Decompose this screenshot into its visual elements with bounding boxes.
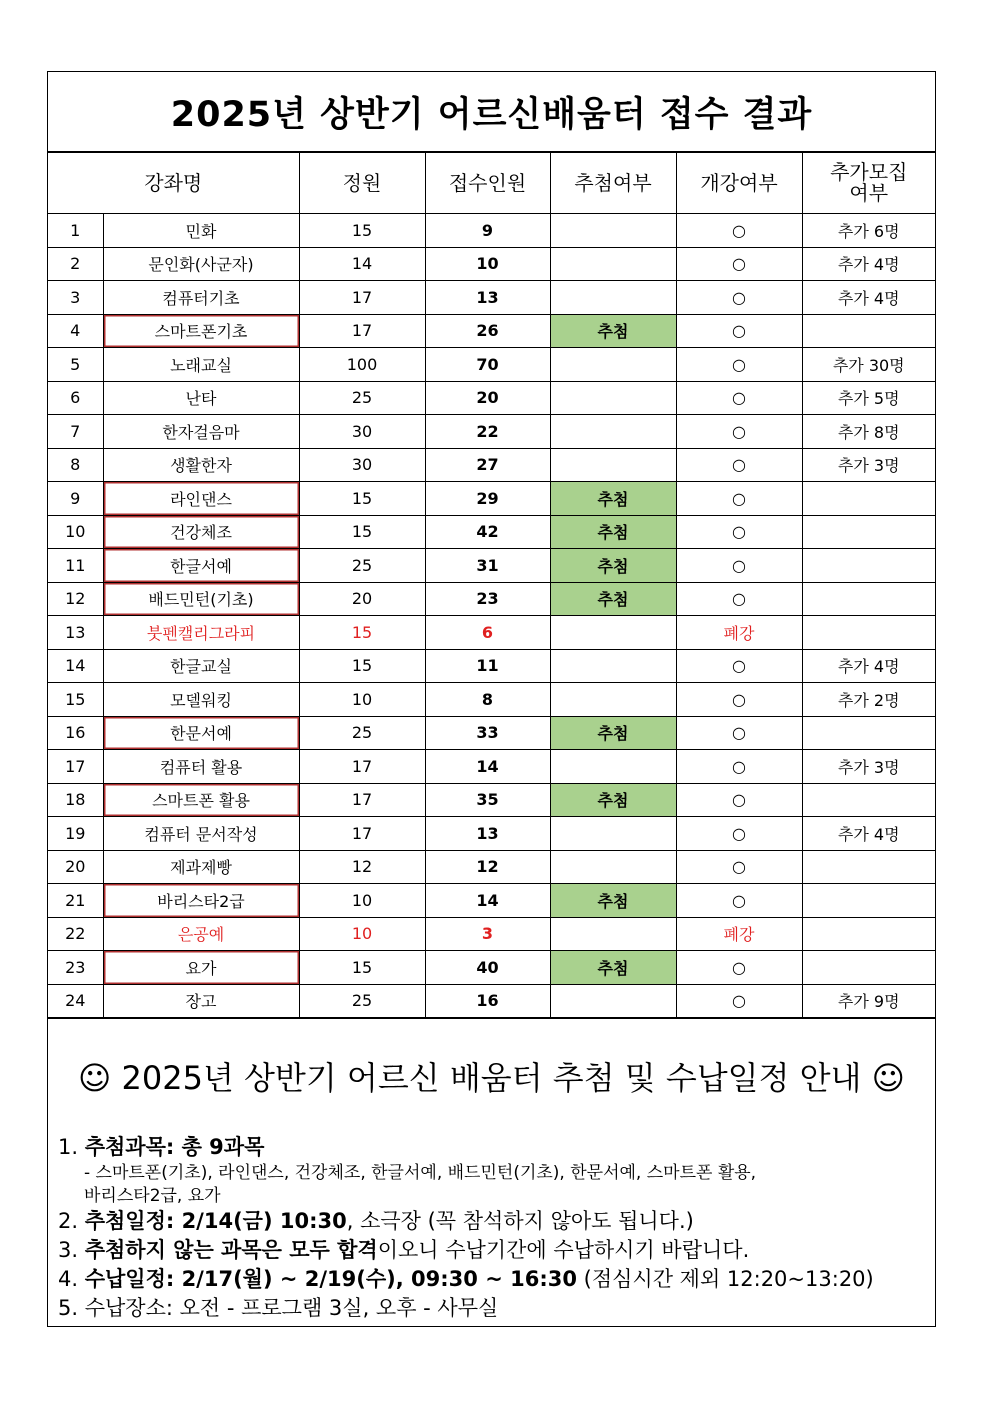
extra-recruit-cell [802,515,935,549]
open-status-cell: ○ [676,247,802,281]
open-status-cell: ○ [676,649,802,683]
applicants-cell: 10 [425,247,550,281]
applicants-cell: 22 [425,415,550,449]
results-table [48,152,935,1018]
open-status-cell: ○ [676,448,802,482]
open-status-cell: ○ [676,783,802,817]
open-status-cell: ○ [676,850,802,884]
extra-recruit-cell: 추가 3명 [802,750,935,784]
row-number: 4 [48,314,103,348]
open-status-cell: ○ [676,951,802,985]
extra-recruit-cell [802,884,935,918]
lottery-cell [550,616,676,650]
applicants-cell: 29 [425,482,550,516]
table-row [48,247,935,281]
header-extra-line1: 추가모집 [830,160,908,184]
capacity-cell: 25 [299,984,425,1018]
notice-item-2-prefix: 2. [58,1209,85,1233]
lottery-cell [550,381,676,415]
capacity-cell: 14 [299,247,425,281]
extra-recruit-cell: 추가 4명 [802,649,935,683]
lottery-cell [550,415,676,449]
applicants-cell: 35 [425,783,550,817]
row-number: 2 [48,247,103,281]
capacity-cell: 17 [299,314,425,348]
extra-recruit-cell [802,582,935,616]
capacity-cell: 30 [299,415,425,449]
table-row [48,314,935,348]
capacity-cell: 17 [299,817,425,851]
row-number: 8 [48,448,103,482]
capacity-cell: 30 [299,448,425,482]
lottery-cell: 추첨 [550,783,676,817]
lottery-cell: 추첨 [550,582,676,616]
header-extra-recruit [802,153,935,214]
applicants-cell: 20 [425,381,550,415]
open-status-cell: ○ [676,549,802,583]
notice-section [48,1018,935,1320]
applicants-cell: 13 [425,817,550,851]
capacity-cell: 100 [299,348,425,382]
row-number: 7 [48,415,103,449]
row-number: 14 [48,649,103,683]
table-row [48,616,935,650]
notice-item-3-rest: 이오니 수납기간에 수납하시기 바랍니다. [377,1238,750,1262]
notice-item-2 [58,1205,694,1235]
lottery-cell: 추첨 [550,549,676,583]
row-number: 6 [48,381,103,415]
open-status-cell: ○ [676,214,802,248]
table-row [48,515,935,549]
capacity-cell: 15 [299,616,425,650]
capacity-cell: 25 [299,716,425,750]
applicants-cell: 31 [425,549,550,583]
extra-recruit-cell: 추가 8명 [802,415,935,449]
lottery-cell: 추첨 [550,515,676,549]
capacity-cell: 17 [299,783,425,817]
header-open: 개강여부 [676,153,802,214]
applicants-cell: 70 [425,348,550,382]
extra-recruit-cell: 추가 2명 [802,683,935,717]
table-row [48,348,935,382]
course-name: 장고 [103,984,299,1018]
row-number: 18 [48,783,103,817]
applicants-cell: 13 [425,281,550,315]
open-status-cell: ○ [676,515,802,549]
extra-recruit-cell [802,783,935,817]
lottery-cell: 추첨 [550,482,676,516]
row-number: 24 [48,984,103,1018]
lottery-cell [550,281,676,315]
open-status-cell: ○ [676,415,802,449]
course-name: 모델워킹 [103,683,299,717]
extra-recruit-cell [802,314,935,348]
row-number: 10 [48,515,103,549]
applicants-cell: 26 [425,314,550,348]
course-name: 한글교실 [103,649,299,683]
applicants-cell: 14 [425,750,550,784]
course-name: 스마트폰 활용 [103,783,299,817]
lottery-cell [550,750,676,784]
notice-item-1-bold: 추첨과목: 총 9과목 [84,1135,265,1159]
applicants-cell: 12 [425,850,550,884]
lottery-cell [550,917,676,951]
capacity-cell: 25 [299,381,425,415]
course-name: 건강체조 [103,515,299,549]
lottery-cell: 추첨 [550,314,676,348]
table-body [48,214,935,1018]
open-status-cell: ○ [676,984,802,1018]
row-number: 9 [48,482,103,516]
course-name: 배드민턴(기초) [103,582,299,616]
table-row [48,951,935,985]
open-status-cell: ○ [676,884,802,918]
course-name: 스마트폰기초 [103,314,299,348]
applicants-cell: 23 [425,582,550,616]
course-name: 문인화(사군자) [103,247,299,281]
table-row [48,448,935,482]
open-status-cell: 폐강 [676,616,802,650]
table-row [48,884,935,918]
capacity-cell: 17 [299,281,425,315]
extra-recruit-cell: 추가 3명 [802,448,935,482]
capacity-cell: 17 [299,750,425,784]
row-number: 12 [48,582,103,616]
extra-recruit-cell: 추가 9명 [802,984,935,1018]
lottery-cell [550,649,676,683]
table-row [48,984,935,1018]
lottery-cell: 추첨 [550,951,676,985]
notice-item-4-rest: (점심시간 제외 12:20~13:20) [576,1267,874,1291]
applicants-cell: 9 [425,214,550,248]
capacity-cell: 25 [299,549,425,583]
notice-item-4-bold: 수납일정: 2/17(월) ~ 2/19(수), 09:30 ~ 16:30 [84,1267,577,1291]
extra-recruit-cell [802,850,935,884]
applicants-cell: 3 [425,917,550,951]
course-name: 컴퓨터 활용 [103,750,299,784]
capacity-cell: 20 [299,582,425,616]
table-row [48,549,935,583]
notice-item-4-prefix: 4. [58,1267,85,1291]
table-row [48,415,935,449]
open-status-cell: ○ [676,281,802,315]
applicants-cell: 40 [425,951,550,985]
extra-recruit-cell [802,951,935,985]
table-row [48,582,935,616]
applicants-cell: 16 [425,984,550,1018]
row-number: 19 [48,817,103,851]
table-row [48,381,935,415]
lottery-cell [550,850,676,884]
extra-recruit-cell [802,917,935,951]
row-number: 23 [48,951,103,985]
open-status-cell: ○ [676,716,802,750]
notice-item-4 [58,1263,874,1293]
open-status-cell: ○ [676,750,802,784]
row-number: 16 [48,716,103,750]
open-status-cell: ○ [676,817,802,851]
open-status-cell: 폐강 [676,917,802,951]
lottery-cell [550,817,676,851]
course-name: 제과제빵 [103,850,299,884]
table-row [48,281,935,315]
table-row [48,716,935,750]
capacity-cell: 15 [299,482,425,516]
open-status-cell: ○ [676,314,802,348]
table-row [48,683,935,717]
applicants-cell: 27 [425,448,550,482]
notice-item-1-prefix: 1. [58,1135,85,1159]
capacity-cell: 10 [299,917,425,951]
extra-recruit-cell: 추가 4명 [802,247,935,281]
table-row [48,214,935,248]
table-row [48,750,935,784]
open-status-cell: ○ [676,582,802,616]
table-row [48,817,935,851]
capacity-cell: 10 [299,884,425,918]
course-name: 은공예 [103,917,299,951]
applicants-cell: 8 [425,683,550,717]
header-capacity: 정원 [299,153,425,214]
extra-recruit-cell: 추가 5명 [802,381,935,415]
open-status-cell: ○ [676,348,802,382]
notice-item-5: 5. 수납장소: 오전 - 프로그램 3실, 오후 - 사무실 [58,1296,499,1320]
table-row [48,649,935,683]
extra-recruit-cell: 추가 30명 [802,348,935,382]
open-status-cell: ○ [676,381,802,415]
open-status-cell: ○ [676,683,802,717]
document-frame [47,71,936,1327]
notice-item-2-rest: , 소극장 (꼭 참석하지 않아도 됩니다.) [346,1209,694,1233]
course-name: 민화 [103,214,299,248]
applicants-cell: 14 [425,884,550,918]
page-title: 2025년 상반기 어르신배움터 접수 결과 [48,72,935,152]
capacity-cell: 15 [299,951,425,985]
notice-item-3 [58,1234,749,1264]
notice-item-2-bold: 추첨일정: 2/14(금) 10:30 [84,1209,347,1233]
notice-item-3-bold: 추첨하지 않는 과목은 모두 합격 [84,1238,378,1262]
applicants-cell: 11 [425,649,550,683]
course-name: 한문서예 [103,716,299,750]
row-number: 22 [48,917,103,951]
table-row [48,850,935,884]
row-number: 17 [48,750,103,784]
applicants-cell: 33 [425,716,550,750]
course-name: 바리스타2급 [103,884,299,918]
notice-item-1-courses-cont: 바리스타2급, 요가 [84,1186,221,1206]
capacity-cell: 15 [299,649,425,683]
applicants-cell: 6 [425,616,550,650]
applicants-cell: 42 [425,515,550,549]
course-name: 노래교실 [103,348,299,382]
lottery-cell [550,247,676,281]
lottery-cell [550,448,676,482]
row-number: 20 [48,850,103,884]
table-header-row [48,153,935,214]
row-number: 1 [48,214,103,248]
lottery-cell: 추첨 [550,884,676,918]
header-extra-line2: 여부 [849,181,889,205]
capacity-cell: 12 [299,850,425,884]
notice-item-1 [58,1131,264,1161]
capacity-cell: 10 [299,683,425,717]
extra-recruit-cell [802,716,935,750]
lottery-cell [550,214,676,248]
extra-recruit-cell: 추가 4명 [802,817,935,851]
course-name: 한자걸음마 [103,415,299,449]
row-number: 11 [48,549,103,583]
row-number: 13 [48,616,103,650]
course-name: 라인댄스 [103,482,299,516]
notice-title: ☺ 2025년 상반기 어르신 배움터 추첨 및 수납일정 안내 ☺ [77,1059,906,1097]
lottery-cell [550,984,676,1018]
open-status-cell: ○ [676,482,802,516]
extra-recruit-cell [802,616,935,650]
extra-recruit-cell: 추가 4명 [802,281,935,315]
table-row [48,482,935,516]
capacity-cell: 15 [299,214,425,248]
header-course-name: 강좌명 [48,153,299,214]
course-name: 요가 [103,951,299,985]
course-name: 한글서예 [103,549,299,583]
capacity-cell: 15 [299,515,425,549]
course-name: 난타 [103,381,299,415]
header-applicants: 접수인원 [425,153,550,214]
header-lottery: 추첨여부 [550,153,676,214]
row-number: 21 [48,884,103,918]
table-row [48,783,935,817]
row-number: 3 [48,281,103,315]
extra-recruit-cell: 추가 6명 [802,214,935,248]
lottery-cell [550,348,676,382]
row-number: 15 [48,683,103,717]
course-name: 생활한자 [103,448,299,482]
extra-recruit-cell [802,482,935,516]
extra-recruit-cell [802,549,935,583]
course-name: 붓펜캘리그라피 [103,616,299,650]
notice-item-1-courses: - 스마트폰(기초), 라인댄스, 건강체조, 한글서예, 배드민턴(기초), 한문서예, 스마트폰 활용, [84,1163,757,1183]
notice-item-3-prefix: 3. [58,1238,85,1262]
course-name: 컴퓨터기초 [103,281,299,315]
table-row [48,917,935,951]
lottery-cell: 추첨 [550,716,676,750]
course-name: 컴퓨터 문서작성 [103,817,299,851]
lottery-cell [550,683,676,717]
row-number: 5 [48,348,103,382]
